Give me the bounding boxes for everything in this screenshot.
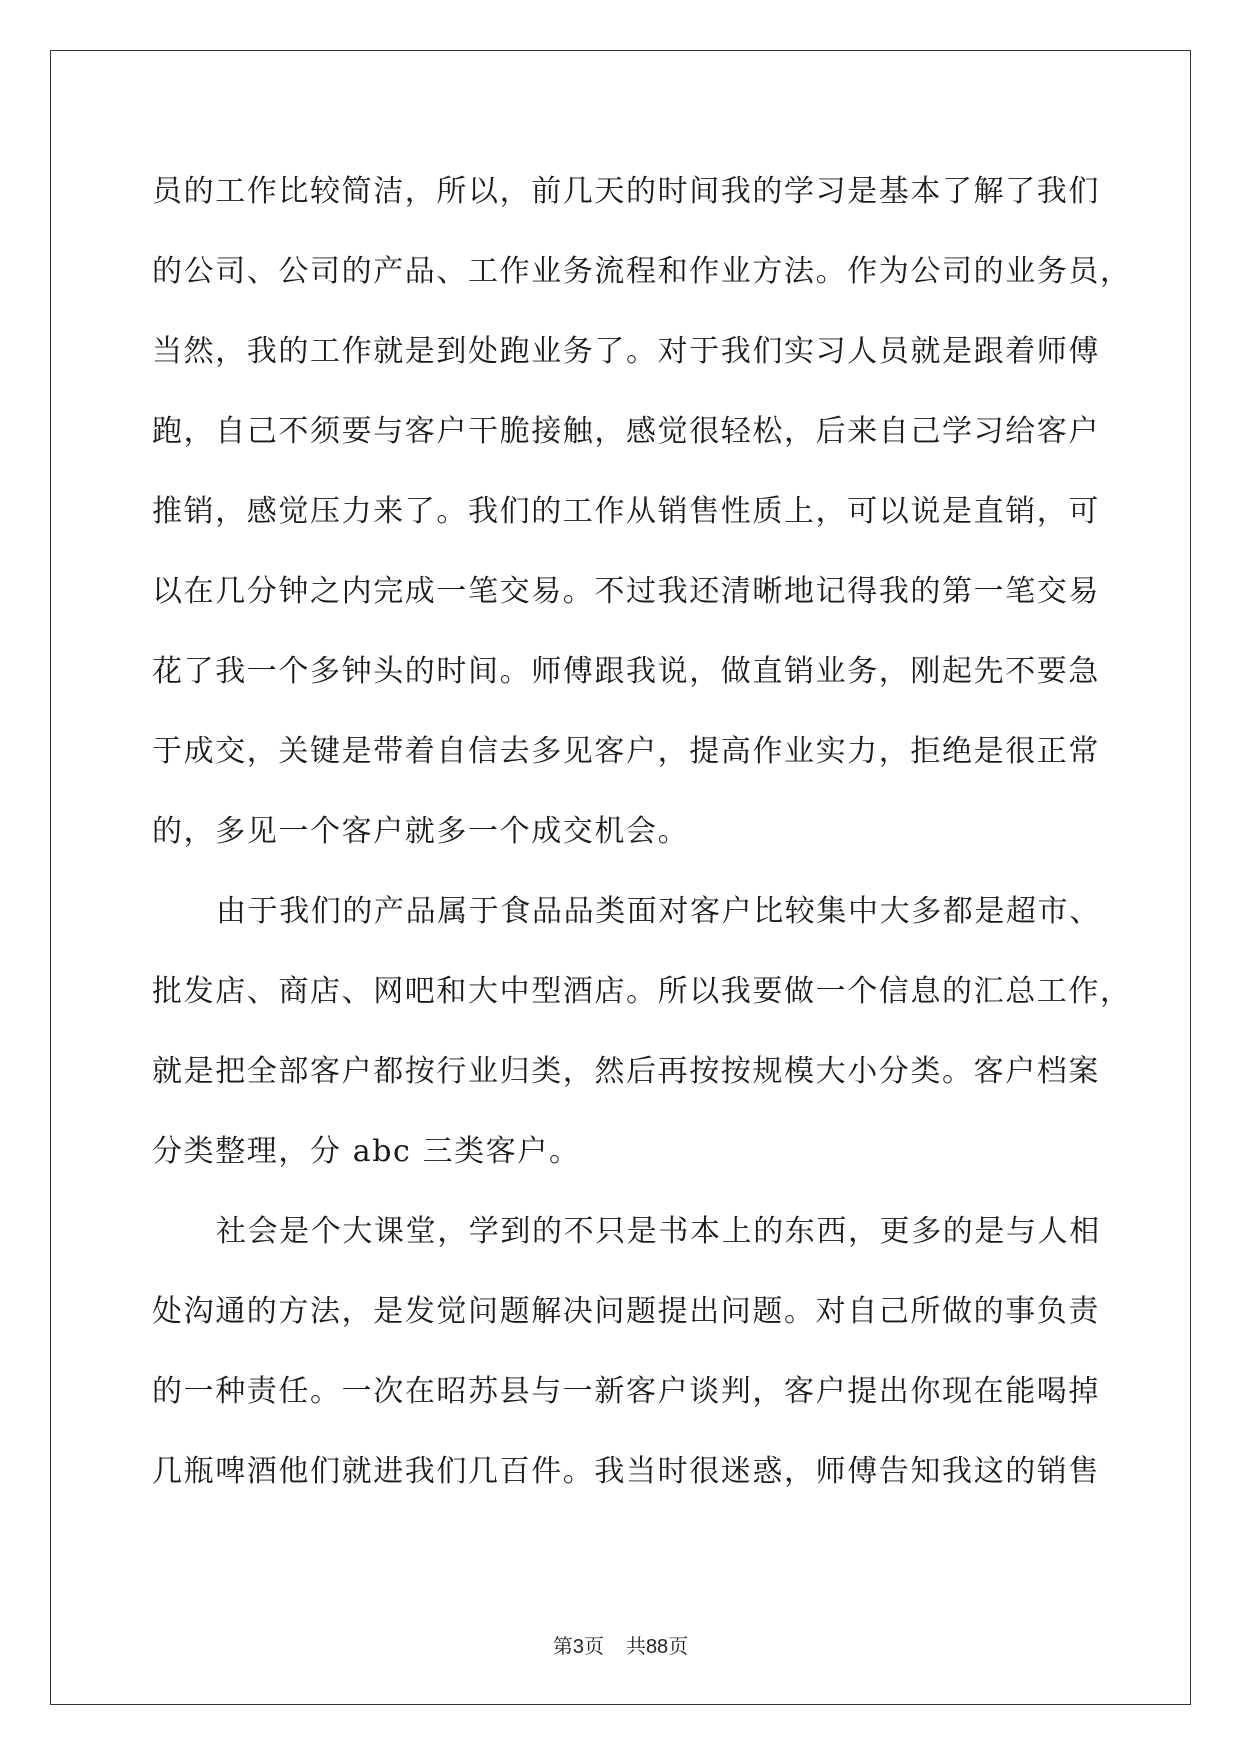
page-prefix: 第	[552, 1634, 573, 1658]
text-line: 的，多见一个客户就多一个成交机会。	[152, 814, 690, 849]
total-suffix: 页	[668, 1634, 689, 1658]
total-prefix: 共	[625, 1634, 646, 1658]
total-pages: 88	[645, 1636, 669, 1658]
text-line: 处沟通的方法，是发觉问题解决问题提出问题。对自己所做的事负责	[152, 1294, 1100, 1329]
page-suffix: 页	[583, 1634, 604, 1658]
text-line: 就是把全部客户都按行业归类，然后再按按规模大小分类。客户档案	[152, 1054, 1100, 1089]
page-number: 3	[572, 1636, 584, 1658]
text-line: 分类整理，分 abc 三类客户。	[152, 1134, 581, 1169]
text-line: 员的工作比较简洁，所以，前几天的时间我的学习是基本了解了我们	[152, 174, 1100, 209]
document-body	[152, 162, 1132, 1522]
text-line: 几瓶啤酒他们就进我们几百件。我当时很迷惑，师傅告知我这的销售	[152, 1454, 1100, 1489]
text-line: 当然，我的工作就是到处跑业务了。对于我们实习人员就是跟着师傅	[152, 334, 1100, 369]
text-line: 跑，自己不须要与客户干脆接触，感觉很轻松，后来自己学习给客户	[152, 414, 1100, 449]
text-line: 批发店、商店、网吧和大中型酒店。所以我要做一个信息的汇总工作，	[152, 974, 1132, 1009]
page-footer	[0, 1630, 1241, 1659]
text-line: 以在几分钟之内完成一笔交易。不过我还清晰地记得我的第一笔交易	[152, 574, 1100, 609]
text-line: 花了我一个多钟头的时间。师傅跟我说，做直销业务，刚起先不要急	[152, 654, 1100, 689]
text-line: 于成交，关键是带着自信去多见客户，提高作业实力，拒绝是很正常	[152, 734, 1100, 769]
text-line: 的一种责任。一次在昭苏县与一新客户谈判，客户提出你现在能喝掉	[152, 1374, 1100, 1409]
text-line: 推销，感觉压力来了。我们的工作从销售性质上，可以说是直销，可	[152, 494, 1100, 529]
text-line: 由于我们的产品属于食品品类面对客户比较集中大多都是超市、	[216, 894, 1101, 929]
text-line: 社会是个大课堂，学到的不只是书本上的东西，更多的是与人相	[216, 1214, 1101, 1249]
text-line: 的公司、公司的产品、工作业务流程和作业方法。作为公司的业务员，	[152, 254, 1132, 289]
